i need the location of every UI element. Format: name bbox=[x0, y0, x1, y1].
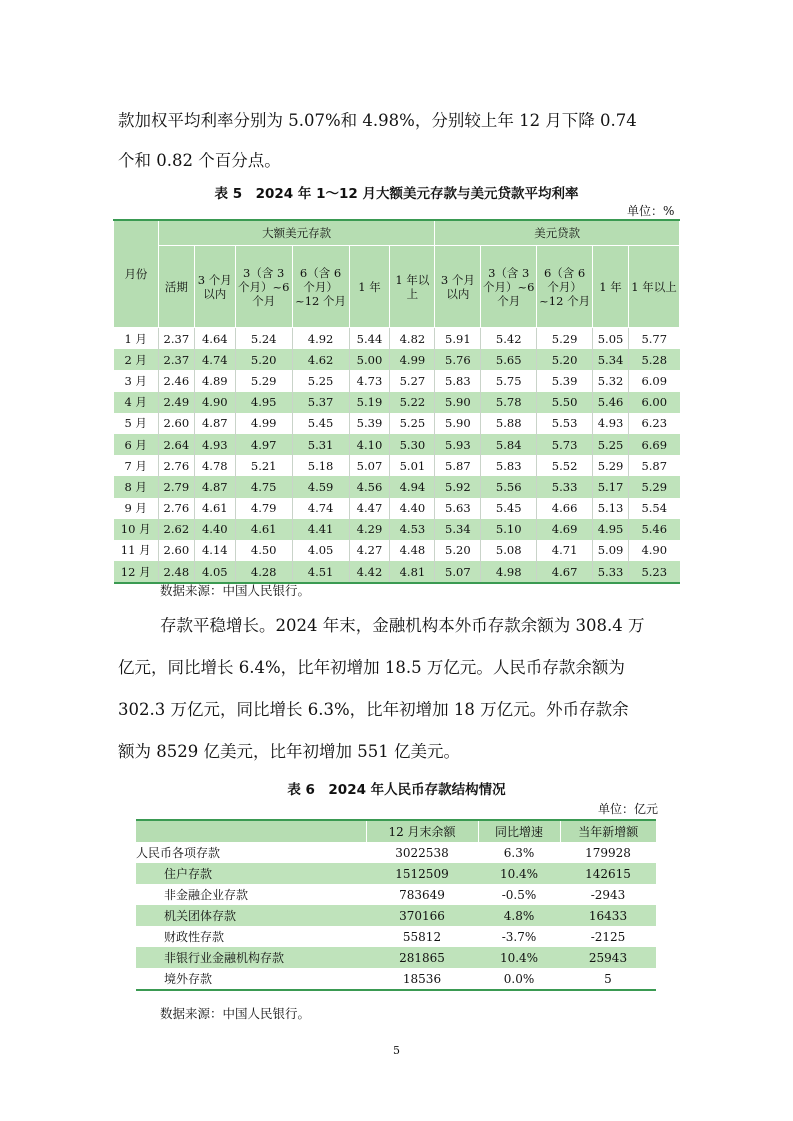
table5-cell-value: 2.46 bbox=[158, 370, 194, 391]
table5-row bbox=[114, 434, 680, 455]
table5-cell-value: 4.61 bbox=[235, 519, 292, 540]
table5-cell-value: 4.48 bbox=[390, 540, 435, 561]
table5-cell-value: 5.93 bbox=[435, 434, 481, 455]
table5-cell-value: 5.45 bbox=[481, 498, 537, 519]
table5-caption: 表 5 2024 年 1～12 月大额美元存款与美元贷款平均利率 bbox=[214, 186, 579, 202]
table5-cell-value: 5.39 bbox=[349, 413, 390, 434]
intro-line-2: 个和 0.82 个百分点。 bbox=[118, 151, 281, 170]
table5-cell-value: 4.93 bbox=[194, 434, 235, 455]
table6-cell-balance: 55812 bbox=[402, 929, 442, 944]
table6-source: 数据来源：中国人民银行。 bbox=[160, 1006, 311, 1021]
table5-cell-value: 2.64 bbox=[158, 434, 194, 455]
table5-cell-value: 4.94 bbox=[390, 476, 435, 497]
table5-cell-value: 5.76 bbox=[435, 349, 481, 370]
table5-row bbox=[114, 349, 680, 370]
table5-cell-value: 5.39 bbox=[537, 370, 593, 391]
table6-cell-growth: 0.0% bbox=[478, 968, 560, 990]
table5-body bbox=[114, 328, 680, 584]
table5-cell-value: 4.50 bbox=[235, 540, 292, 561]
table5-cell-value: 5.29 bbox=[629, 476, 680, 497]
table5-cell-value: 5.20 bbox=[537, 349, 593, 370]
table5-cell-value: 5.29 bbox=[593, 455, 629, 476]
table5-cell-value: 5.29 bbox=[537, 328, 593, 350]
table5-cell-value: 5.20 bbox=[435, 540, 481, 561]
table5-cell-value: 5.07 bbox=[349, 455, 390, 476]
body-line-3: 302.3 万亿元，同比增长 6.3%，比年初增加 18 万亿元。外币存款余 bbox=[118, 700, 629, 719]
table5-cell-value: 4.81 bbox=[390, 561, 435, 583]
table5-cell-value: 5.46 bbox=[593, 392, 629, 413]
table5-cell-value: 5.27 bbox=[390, 370, 435, 391]
table6-header-blank bbox=[136, 820, 366, 842]
table5-cell-value: 4.95 bbox=[235, 392, 292, 413]
table5-cell-month: 5 月 bbox=[114, 413, 159, 434]
table5-row bbox=[114, 392, 680, 413]
table5-cell-value: 5.44 bbox=[349, 328, 390, 350]
table5-row bbox=[114, 413, 680, 434]
table5-row bbox=[114, 540, 680, 561]
table5-cell-value: 5.88 bbox=[481, 413, 537, 434]
table5-cell-value: 4.79 bbox=[235, 498, 292, 519]
table6-cell-label: 人民币各项存款 bbox=[136, 845, 221, 860]
table5-cell-value: 5.29 bbox=[235, 370, 292, 391]
table5-cell-value: 4.93 bbox=[593, 413, 629, 434]
table5-cell-value: 5.01 bbox=[390, 455, 435, 476]
table5-cell-value: 5.63 bbox=[435, 498, 481, 519]
table5-cell-value: 5.25 bbox=[292, 370, 349, 391]
table5-cell-value: 4.41 bbox=[292, 519, 349, 540]
table5-cell-value: 5.53 bbox=[537, 413, 593, 434]
table5-cell-value: 5.78 bbox=[481, 392, 537, 413]
table6-header-growth: 同比增速 bbox=[478, 820, 560, 842]
table5-cell-value: 4.05 bbox=[194, 561, 235, 583]
table5-cell-value: 4.66 bbox=[537, 498, 593, 519]
table6-cell-increase: -2125 bbox=[590, 929, 626, 944]
body-line-2: 亿元，同比增长 6.4%，比年初增加 18.5 万亿元。人民币存款余额为 bbox=[118, 658, 625, 677]
table6-cell-growth: 10.4% bbox=[478, 947, 560, 968]
table5-cell-value: 4.71 bbox=[537, 540, 593, 561]
table6-row bbox=[136, 884, 656, 905]
table5-cell-value: 5.23 bbox=[629, 561, 680, 583]
table6-cell-label: 非金融企业存款 bbox=[164, 887, 249, 902]
table6-cell-balance: 281865 bbox=[366, 947, 478, 968]
table5-cell-value: 5.21 bbox=[235, 455, 292, 476]
table5-cell-value: 4.74 bbox=[292, 498, 349, 519]
table6-cell-growth: 10.4% bbox=[478, 863, 560, 884]
table5-cell-value: 2.60 bbox=[158, 413, 194, 434]
table5-cell-value: 5.32 bbox=[593, 370, 629, 391]
table5-cell-value: 5.45 bbox=[292, 413, 349, 434]
body-line-4: 额为 8529 亿美元，比年初增加 551 亿美元。 bbox=[118, 742, 460, 761]
table5-cell-value: 4.40 bbox=[194, 519, 235, 540]
table5-cell-value: 5.28 bbox=[629, 349, 680, 370]
table6-cell-balance: 370166 bbox=[366, 905, 478, 926]
intro-line-1: 款加权平均利率分别为 5.07%和 4.98%，分别较上年 12 月下降 0.74 bbox=[118, 111, 637, 130]
table5-header-deposit-col: 1 年以上 bbox=[390, 246, 435, 328]
table5-unit: 单位：% bbox=[627, 204, 675, 218]
table6-cell-label: 财政性存款 bbox=[164, 929, 225, 944]
table5-header-loan-col: 1 年 bbox=[593, 246, 629, 328]
table6-cell-label: 机关团体存款 bbox=[136, 905, 366, 926]
table5-cell-value: 4.40 bbox=[390, 498, 435, 519]
table5-row bbox=[114, 561, 680, 583]
table5-cell-value: 6.09 bbox=[629, 370, 680, 391]
table5-cell-value: 5.56 bbox=[481, 476, 537, 497]
table6-row bbox=[136, 842, 656, 863]
table5-row bbox=[114, 476, 680, 497]
table5-row bbox=[114, 370, 680, 391]
table6-cell-label: 非银行业金融机构存款 bbox=[136, 947, 366, 968]
table5-cell-value: 5.22 bbox=[390, 392, 435, 413]
table5-header-deposit-group: 大额美元存款 bbox=[158, 220, 435, 246]
table6-cell-increase: 142615 bbox=[560, 863, 656, 884]
table5-cell-month: 12 月 bbox=[114, 561, 159, 583]
table5-cell-month: 4 月 bbox=[114, 392, 159, 413]
table6-header-balance: 12 月末余额 bbox=[366, 820, 478, 842]
table5-cell-month: 1 月 bbox=[114, 328, 159, 350]
table6-cell-growth: -0.5% bbox=[501, 887, 537, 902]
table5-cell-value: 4.59 bbox=[292, 476, 349, 497]
table5-cell-value: 5.46 bbox=[629, 519, 680, 540]
table5-cell-value: 4.05 bbox=[292, 540, 349, 561]
table5-cell-value: 2.48 bbox=[158, 561, 194, 583]
table5-cell-value: 5.24 bbox=[235, 328, 292, 350]
table5-cell-value: 2.79 bbox=[158, 476, 194, 497]
table5-cell-value: 4.61 bbox=[194, 498, 235, 519]
table5-cell-value: 5.34 bbox=[435, 519, 481, 540]
table5-cell-value: 5.33 bbox=[593, 561, 629, 583]
table5-cell-value: 4.89 bbox=[194, 370, 235, 391]
table5-cell-value: 5.19 bbox=[349, 392, 390, 413]
table5-cell-value: 5.05 bbox=[593, 328, 629, 350]
table5-row bbox=[114, 498, 680, 519]
table5-cell-value: 4.87 bbox=[194, 413, 235, 434]
table5-cell-value: 5.13 bbox=[593, 498, 629, 519]
table5-cell-value: 4.42 bbox=[349, 561, 390, 583]
table5-cell-value: 4.82 bbox=[390, 328, 435, 350]
table6-cell-label: 住户存款 bbox=[136, 863, 366, 884]
table5-cell-value: 2.76 bbox=[158, 455, 194, 476]
table6-row bbox=[136, 863, 656, 884]
table6-cell-balance: 783649 bbox=[399, 887, 445, 902]
table5-cell-value: 4.75 bbox=[235, 476, 292, 497]
table5-cell-month: 8 月 bbox=[114, 476, 159, 497]
table5-cell-value: 5.20 bbox=[235, 349, 292, 370]
table5-cell-value: 5.33 bbox=[537, 476, 593, 497]
table5-cell-value: 4.98 bbox=[481, 561, 537, 583]
table5-row bbox=[114, 455, 680, 476]
table6 bbox=[136, 819, 656, 991]
table5-source: 数据来源：中国人民银行。 bbox=[160, 583, 311, 598]
table5-cell-value: 4.53 bbox=[390, 519, 435, 540]
table6-row bbox=[136, 905, 656, 926]
table5-cell-value: 5.18 bbox=[292, 455, 349, 476]
table5-cell-month: 9 月 bbox=[114, 498, 159, 519]
table5-cell-value: 4.69 bbox=[537, 519, 593, 540]
table5-cell-value: 4.97 bbox=[235, 434, 292, 455]
table5-cell-month: 6 月 bbox=[114, 434, 159, 455]
table5-cell-value: 4.10 bbox=[349, 434, 390, 455]
table5-cell-value: 2.76 bbox=[158, 498, 194, 519]
table6-row bbox=[136, 968, 656, 990]
table5-cell-value: 4.28 bbox=[235, 561, 292, 583]
table6-header-increase: 当年新增额 bbox=[560, 820, 656, 842]
table6-cell-label: 境外存款 bbox=[136, 968, 366, 990]
table5-cell-value: 4.51 bbox=[292, 561, 349, 583]
table5-cell-value: 5.08 bbox=[481, 540, 537, 561]
table5-cell-value: 4.56 bbox=[349, 476, 390, 497]
table5-cell-value: 5.07 bbox=[435, 561, 481, 583]
table5-header-loan-col: 3 个月以内 bbox=[435, 246, 481, 328]
table6-cell-growth: 6.3% bbox=[503, 845, 535, 860]
table5-cell-value: 5.83 bbox=[481, 455, 537, 476]
table5-cell-value: 5.31 bbox=[292, 434, 349, 455]
table5-cell-value: 4.87 bbox=[194, 476, 235, 497]
table5-cell-value: 5.54 bbox=[629, 498, 680, 519]
table5-cell-value: 6.23 bbox=[629, 413, 680, 434]
table5-cell-value: 5.37 bbox=[292, 392, 349, 413]
table5-cell-value: 4.95 bbox=[593, 519, 629, 540]
table5-cell-value: 5.30 bbox=[390, 434, 435, 455]
table5-header-loan-group: 美元贷款 bbox=[435, 220, 680, 246]
table6-body bbox=[136, 842, 656, 990]
table5-cell-value: 4.90 bbox=[629, 540, 680, 561]
table5-cell-value: 4.99 bbox=[235, 413, 292, 434]
table5-header-deposit-col: 1 年 bbox=[349, 246, 390, 328]
table5-cell-value: 5.87 bbox=[629, 455, 680, 476]
table5-cell-value: 5.00 bbox=[349, 349, 390, 370]
table5-cell-value: 5.10 bbox=[481, 519, 537, 540]
table6-cell-increase: -2943 bbox=[590, 887, 626, 902]
table6-cell-balance: 3022538 bbox=[395, 845, 449, 860]
table5-cell-value: 5.92 bbox=[435, 476, 481, 497]
table5-cell-value: 4.29 bbox=[349, 519, 390, 540]
table5-cell-value: 5.73 bbox=[537, 434, 593, 455]
table5-cell-value: 2.37 bbox=[158, 328, 194, 350]
table5-cell-value: 4.27 bbox=[349, 540, 390, 561]
table5-cell-value: 5.91 bbox=[435, 328, 481, 350]
table5-cell-value: 4.99 bbox=[390, 349, 435, 370]
table5-header-month: 月份 bbox=[114, 220, 159, 328]
table5-cell-month: 7 月 bbox=[114, 455, 159, 476]
table5-cell-value: 5.34 bbox=[593, 349, 629, 370]
table5-cell-value: 5.75 bbox=[481, 370, 537, 391]
table5-cell-value: 4.74 bbox=[194, 349, 235, 370]
table5-cell-value: 5.25 bbox=[593, 434, 629, 455]
table5-cell-value: 5.65 bbox=[481, 349, 537, 370]
table5-cell-month: 3 月 bbox=[114, 370, 159, 391]
table5-cell-value: 5.25 bbox=[390, 413, 435, 434]
table5-cell-value: 5.90 bbox=[435, 413, 481, 434]
table6-cell-increase: 179928 bbox=[585, 845, 631, 860]
table5-cell-value: 4.78 bbox=[194, 455, 235, 476]
table5-cell-value: 2.49 bbox=[158, 392, 194, 413]
table5-cell-value: 4.67 bbox=[537, 561, 593, 583]
table5-cell-value: 6.00 bbox=[629, 392, 680, 413]
table5-cell-value: 2.60 bbox=[158, 540, 194, 561]
table5-cell-month: 11 月 bbox=[114, 540, 159, 561]
table5-cell-value: 5.84 bbox=[481, 434, 537, 455]
table5-cell-value: 2.62 bbox=[158, 519, 194, 540]
table5-cell-value: 4.62 bbox=[292, 349, 349, 370]
table6-cell-growth: 4.8% bbox=[478, 905, 560, 926]
table5-cell-value: 5.09 bbox=[593, 540, 629, 561]
table5-cell-value: 5.50 bbox=[537, 392, 593, 413]
table5-cell-month: 2 月 bbox=[114, 349, 159, 370]
table5-cell-value: 4.47 bbox=[349, 498, 390, 519]
table5-cell-month: 10 月 bbox=[114, 519, 159, 540]
table5-header-loan-col: 1 年以上 bbox=[629, 246, 680, 328]
table5-cell-value: 5.90 bbox=[435, 392, 481, 413]
table6-cell-balance: 1512509 bbox=[366, 863, 478, 884]
table6-cell-balance: 18536 bbox=[366, 968, 478, 990]
table5-cell-value: 4.14 bbox=[194, 540, 235, 561]
table6-cell-growth: -3.7% bbox=[501, 929, 537, 944]
table5-cell-value: 4.92 bbox=[292, 328, 349, 350]
table5-header-loan-col: 3（含 3 个月）~6 个月 bbox=[481, 246, 537, 328]
table5-header-deposit-col: 3（含 3 个月）~6 个月 bbox=[235, 246, 292, 328]
body-line-1: 存款平稳增长。2024 年末，金融机构本外币存款余额为 308.4 万 bbox=[160, 616, 645, 635]
table6-unit: 单位：亿元 bbox=[598, 802, 659, 816]
table5-header-deposit-col: 3 个月以内 bbox=[194, 246, 235, 328]
table6-cell-increase: 16433 bbox=[560, 905, 656, 926]
table5-cell-value: 5.52 bbox=[537, 455, 593, 476]
table5-cell-value: 4.64 bbox=[194, 328, 235, 350]
table5-row bbox=[114, 328, 680, 350]
page-number: 5 bbox=[393, 1044, 400, 1057]
table5-cell-value: 2.37 bbox=[158, 349, 194, 370]
table5-cell-value: 5.77 bbox=[629, 328, 680, 350]
table6-caption: 表 6 2024 年人民币存款结构情况 bbox=[287, 782, 506, 798]
table5-cell-value: 5.87 bbox=[435, 455, 481, 476]
table5-cell-value: 5.83 bbox=[435, 370, 481, 391]
table5-cell-value: 5.42 bbox=[481, 328, 537, 350]
table5-header-deposit-col: 6（含 6 个月）~12 个月 bbox=[292, 246, 349, 328]
table5-cell-value: 6.69 bbox=[629, 434, 680, 455]
table6-cell-increase: 25943 bbox=[560, 947, 656, 968]
table5-header-deposit-col: 活期 bbox=[158, 246, 194, 328]
table6-cell-increase: 5 bbox=[560, 968, 656, 990]
table5-header-loan-col: 6（含 6 个月）~12 个月 bbox=[537, 246, 593, 328]
table5-row bbox=[114, 519, 680, 540]
table6-row bbox=[136, 947, 656, 968]
table5-cell-value: 4.90 bbox=[194, 392, 235, 413]
table6-row bbox=[136, 926, 656, 947]
table5-cell-value: 5.17 bbox=[593, 476, 629, 497]
table5 bbox=[113, 219, 680, 584]
table5-cell-value: 4.73 bbox=[349, 370, 390, 391]
